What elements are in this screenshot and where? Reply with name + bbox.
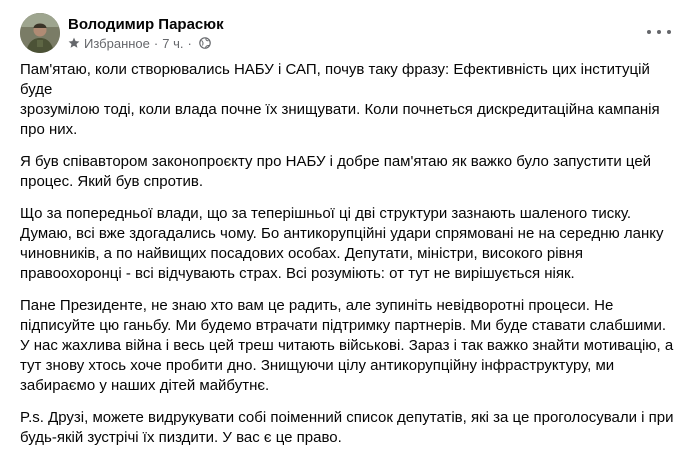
post-meta [68,15,224,52]
author-name[interactable]: Володимир Парасюк [68,15,224,33]
post-paragraph: Що за попередньої влади, що за теперішньої ці дві структури зазнають шаленого тиску. Думаю, всі вже здогадались чому. Бо антикорупційні удари спрямовані не на середню ланку чиновників, а по найвищих посадових особах. Депутати, міністри, високого рівня правоохоронці - всі відчувають страх. Всі розуміють: от тут не вирішується ніяк. [20,205,664,282]
post-header [20,12,224,54]
post-paragraph: Я був співавтором законопроєкту про НАБУ і добре пам'ятаю як важко було запустити цей процес. Який був спротив. [20,153,652,190]
separator-dot: · [153,35,159,51]
post-body [20,60,680,460]
post-paragraph: Пам'ятаю, коли створювались НАБУ і САП, почув таку фразу: Ефективність цих інституцій буде зрозумілою тоді, коли влада почне їх знищувати. Коли почнеться дискредитаційна кампанія про них. [20,61,660,138]
post-subline [68,35,224,52]
post-paragraph: Пане Президенте, не знаю хто вам це радить, але зупиніть невідворотні процеси. Не підписуйте цю ганьбу. Ми будемо втрачати підтримку партнерів. Ми буде ставати слабшими. У нас жахлива війна і весь цей треш читають військові. Зараз і так важко знайти мотивацію, а тут знову хтось хоче пробити дно. Знищуючи цілу антикорупційну інфраструктуру, ми забираємо у наших дітей майбутнє. [20,297,674,394]
star-icon [68,37,80,49]
more-options-icon[interactable] [647,22,671,42]
more-dot [667,30,671,34]
separator-dot-2: · [187,35,192,51]
avatar[interactable] [20,13,60,53]
globe-icon[interactable] [199,37,211,49]
audience-label[interactable]: Избранное [84,35,150,51]
more-dot [657,30,661,34]
post-timestamp[interactable]: 7 ч. [162,35,184,51]
more-dot [647,30,651,34]
post-paragraph: P.s. Друзі, можете видрукувати собі поіменний список депутатів, які за це проголосували і при будь-якій зустрічі їх пиздити. У вас є це право. [20,409,674,446]
